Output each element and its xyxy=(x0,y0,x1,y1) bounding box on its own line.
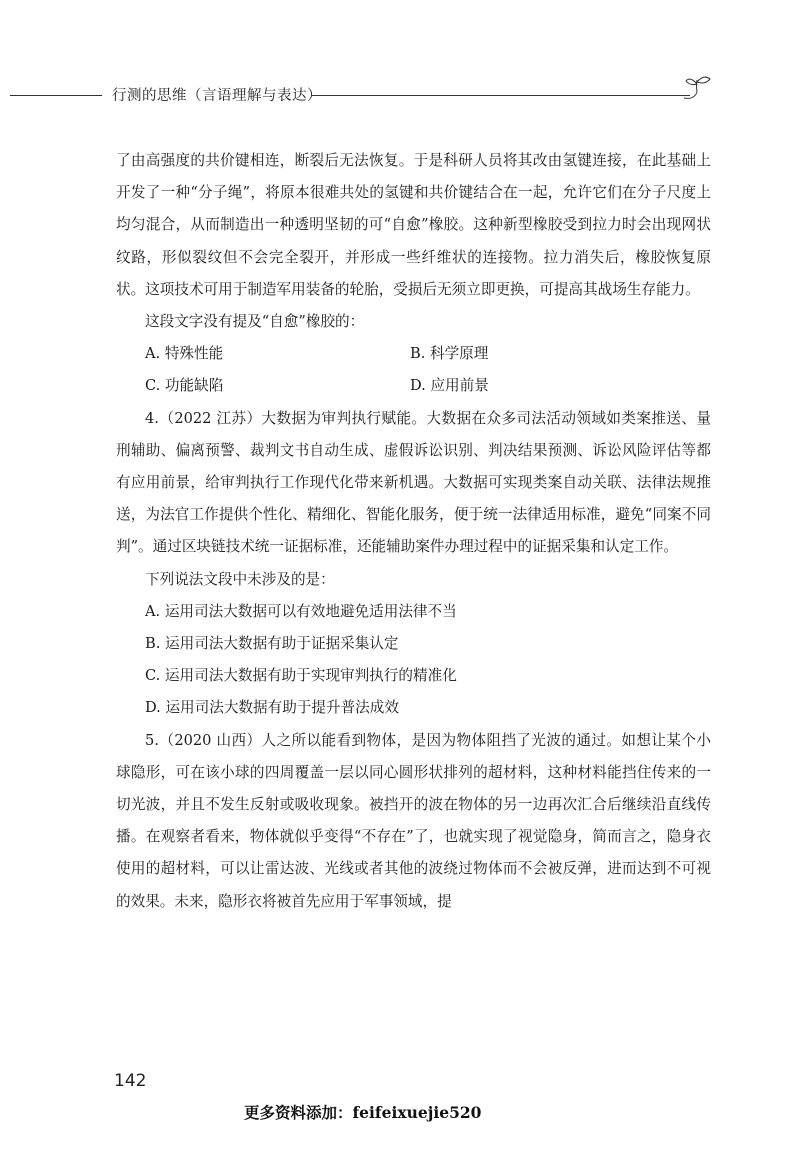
option-c: C. 功能缺陷 xyxy=(145,377,224,395)
running-header xyxy=(0,80,800,110)
option-a: A. 特殊性能 xyxy=(145,345,224,363)
question-3-stem: 这段文字没有提及“自愈”橡胶的： xyxy=(145,313,365,331)
header-rule-left xyxy=(10,95,102,96)
sprout-icon xyxy=(680,74,714,102)
question-4-stem: 下列说法文段中未涉及的是： xyxy=(145,570,335,588)
question-4-passage: 4.（2022 江苏）大数据为审判执行赋能。大数据在众多司法活动领域如类案推送、量刑辅助、偏离预警、裁判文书自动生成、虚假诉讼识别、判决结果预测、诉讼风险评估等都有应用前景，给审判执行工作现代化带来新机遇。大数据可实现类案自动关联、法律法规推送，为法官工作提供个性化、精细化、智能化服务，便于统一法律适用标准，避免“同案不同判”。通过区块链技术统一证据标准，还能辅助案件办理过程中的证据采集和认定工作。 xyxy=(116,409,711,556)
option-a: A. 运用司法大数据可以有效地避免适用法律不当 xyxy=(145,602,457,620)
option-b: B. 运用司法大数据有助于证据采集认定 xyxy=(145,635,399,653)
header-title: 行测的思维（言语理解与表达） xyxy=(112,88,322,104)
page-number: 142 xyxy=(114,1071,147,1091)
question-5-passage: 5.（2020 山西）人之所以能看到物体，是因为物体阻挡了光波的通过。如想让某个小球隐形，可在该小球的四周覆盖一层以同心圆形状排列的超材料，这种材料能挡住传来的一切光波，并且不发生反射或吸收现象。被挡开的波在物体的另一边再次汇合后继续沿直线传播。在观察者看来，物体就似乎变得“不存在”了，也就实现了视觉隐身，简而言之，隐身衣使用的超材料，可以让雷达波、光线或者其他的波绕过物体而不会被反弹，进而达到不可视的效果。未来，隐形衣将被首先应用于军事领域，提 xyxy=(116,731,711,910)
option-c: C. 运用司法大数据有助于实现审判执行的精准化 xyxy=(145,667,457,685)
option-d: D. 应用前景 xyxy=(410,377,489,395)
question-3-options-row-1 xyxy=(116,338,711,370)
page-content xyxy=(116,145,711,918)
header-rule-right xyxy=(312,95,690,96)
option-d: D. 运用司法大数据有助于提升普法成效 xyxy=(145,699,399,717)
option-b: B. 科学原理 xyxy=(410,345,489,363)
question-3-options-row-2 xyxy=(116,370,711,402)
footer-note: 更多资料添加：feifeixuejie520 xyxy=(244,1103,482,1122)
passage-paragraph: 了由高强度的共价键相连，断裂后无法恢复。于是科研人员将其改由氢键连接，在此基础上开发了一种“分子绳”，将原本很难共处的氢键和共价键结合在一起，允许它们在分子尺度上均匀混合，从而制造出一种透明坚韧的可“自愈”橡胶。这种新型橡胶受到拉力时会出现网状纹路，形似裂纹但不会完全裂开，并形成一些纤维状的连接物。拉力消失后，橡胶恢复原状。这项技术可用于制造军用装备的轮胎，受损后无须立即更换，可提高其战场生存能力。 xyxy=(116,152,711,298)
